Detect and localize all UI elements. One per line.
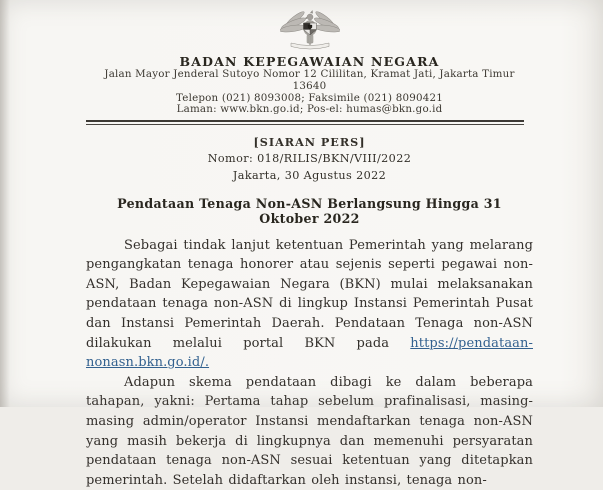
- paragraph-1-text: Sebagai tindak lanjut ketentuan Pemerintah yang melarang pengangkatan tenaga honorer atau sejenis seperti pegawai non-ASN, Badan Kepegawaian Negara (BKN) mulai melaksanakan pendataan tenaga non-ASN di lingkup Instansi Pemerintah Pusat dan Instansi Pemerintah Daerah. Pendataan Tenaga non-ASN dilakukan melalui portal BKN pada: [86, 237, 533, 351]
- garuda-pancasila-emblem-icon: [280, 6, 340, 52]
- document-body: [86, 236, 533, 490]
- address-line-2: Telepon (021) 8093008; Faksimile (021) 8090421: [176, 91, 443, 104]
- doc-type-label: [SIARAN PERS]: [253, 135, 366, 150]
- doc-dateline: Jakarta, 30 Agustus 2022: [232, 168, 387, 182]
- paragraph-1: [86, 236, 533, 373]
- document-meta: [86, 134, 533, 184]
- letterhead-header: [86, 6, 533, 52]
- address-line-1: Jalan Mayor Jenderal Sutoyo Nomor 12 Cililitan, Kramat Jati, Jakarta Timur 13640: [104, 68, 515, 92]
- doc-number: Nomor: 018/RILIS/BKN/VIII/2022: [207, 151, 412, 165]
- pendataan-portal-link[interactable]: https://pendataan-nonasn.bkn.go.id/.: [86, 335, 533, 371]
- page-title: Pendataan Tenaga Non-ASN Berlangsung Hingga 31 Oktober 2022: [117, 195, 502, 226]
- agency-name: BADAN KEPEGAWAIAN NEGARA: [179, 54, 440, 69]
- paragraph-2: Adapun skema pendataan dibagi ke dalam beberapa tahapan, yakni: Pertama tahap sebelum prafinalisasi, masing-masing admin/operator Instansi mendaftarkan tenaga non-ASN yang masih bekerja di lingkupnya dan memenuhi persyaratan pendataan tenaga non-ASN sesuai ketentuan yang ditetapkan pemerintah. Setelah didaftarkan oleh instansi, tenaga non-: [86, 374, 533, 488]
- address-line-3: Laman: www.bkn.go.id; Pos-el: humas@bkn.go.id: [176, 103, 443, 116]
- letterhead-divider: [86, 120, 524, 125]
